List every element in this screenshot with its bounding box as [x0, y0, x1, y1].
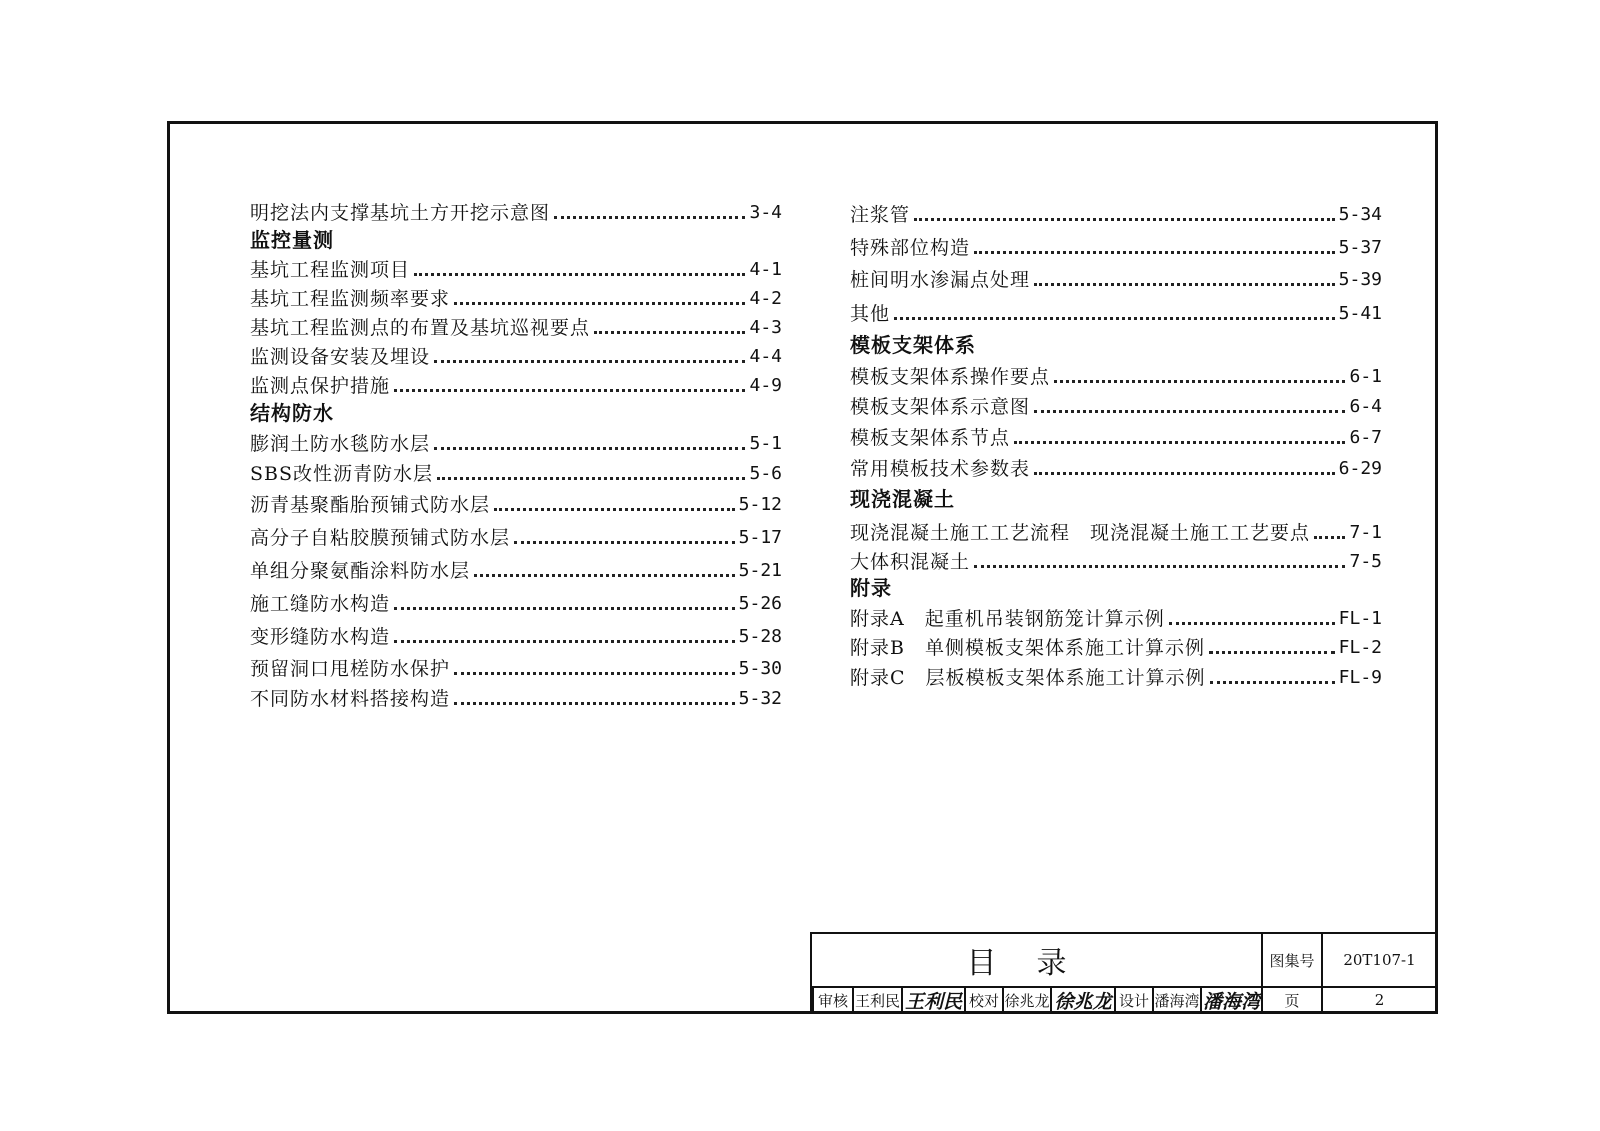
toc-entry-title: 明挖法内支撑基坑土方开挖示意图 [250, 202, 551, 224]
toc-entry-page: 5-30 [738, 658, 782, 679]
toc-entry-page: 5-17 [738, 527, 782, 548]
toc-entry[interactable] [250, 622, 782, 650]
toc-entry[interactable] [850, 392, 1382, 420]
toc-entry-page: 5-28 [738, 626, 782, 647]
designer-name: 潘海湾 [1154, 991, 1200, 1010]
toc-entry-page: 6-29 [1338, 458, 1382, 479]
toc-section-heading: 模板支架体系 [850, 333, 976, 357]
atlas-number: 20T107-1 [1343, 951, 1416, 969]
toc-entry-page: 4-4 [749, 346, 782, 367]
toc-dot-leader [454, 302, 745, 305]
toc-entry-title: 不同防水材料搭接构造 [250, 688, 451, 710]
toc-entry-title: 模板支架体系操作要点 [850, 366, 1051, 388]
toc-dot-leader [437, 477, 745, 480]
toc-entry[interactable] [250, 589, 782, 617]
toc-entry-title: 施工缝防水构造 [250, 593, 391, 615]
toc-dot-leader [594, 331, 745, 334]
toc-dot-leader [1034, 472, 1335, 475]
toc-entry-title: 模板支架体系节点 [850, 427, 1011, 449]
toc-dot-leader [894, 317, 1335, 320]
toc-entry-title: 现浇混凝土施工工艺流程 现浇混凝土施工工艺要点 [850, 522, 1311, 544]
reviewer-name: 王利民 [854, 991, 900, 1010]
toc-entry-page: 4-3 [749, 317, 782, 338]
toc-dot-leader [1014, 441, 1345, 444]
check-label: 校对 [968, 991, 999, 1010]
review-label: 审核 [817, 991, 848, 1010]
toc-dot-leader [554, 216, 745, 219]
toc-entry-title: 高分子自粘胶膜预铺式防水层 [250, 527, 511, 549]
toc-dot-leader [974, 565, 1345, 568]
toc-entry[interactable] [850, 454, 1382, 482]
toc-entry[interactable] [250, 255, 782, 283]
toc-entry-title: 变形缝防水构造 [250, 626, 391, 648]
toc-dot-leader [1034, 283, 1335, 286]
toc-entry[interactable] [250, 556, 782, 584]
toc-entry-page: 5-41 [1338, 303, 1382, 324]
toc-entry-page: 7-5 [1349, 551, 1382, 572]
toc-section-heading: 监控量测 [250, 228, 334, 252]
toc-dot-leader [1209, 651, 1335, 654]
toc-entry-title: 模板支架体系示意图 [850, 396, 1031, 418]
toc-entry-page: 5-32 [738, 688, 782, 709]
toc-section-heading: 结构防水 [250, 401, 334, 425]
toc-entry[interactable] [850, 518, 1382, 546]
toc-entry[interactable] [850, 299, 1382, 327]
toc-entry-title: 单组分聚氨酯涂料防水层 [250, 560, 471, 582]
toc-entry-title: 预留洞口甩槎防水保护 [250, 658, 451, 680]
design-label: 设计 [1118, 991, 1149, 1010]
toc-dot-leader [394, 607, 735, 610]
page-label: 页 [1284, 991, 1300, 1010]
toc-entry[interactable] [250, 313, 782, 341]
title-block [810, 932, 1438, 1014]
page-number: 2 [1374, 991, 1385, 1009]
toc-entry-page: 4-2 [749, 288, 782, 309]
toc-entry[interactable] [250, 490, 782, 518]
toc-entry-title: 其他 [850, 303, 891, 325]
toc-entry-title: 特殊部位构造 [850, 237, 971, 259]
toc-entry[interactable] [850, 265, 1382, 293]
toc-entry-page: 5-6 [749, 463, 782, 484]
toc-entry-page: 6-7 [1349, 427, 1382, 448]
toc-dot-leader [394, 640, 735, 643]
toc-entry-page: 3-4 [749, 202, 782, 223]
toc-entry-page: 4-1 [749, 259, 782, 280]
toc-entry-title: 常用模板技术参数表 [850, 458, 1031, 480]
toc-entry-title: 大体积混凝土 [850, 551, 971, 573]
document-title: 目录 [966, 946, 1107, 981]
designer-signature: 潘海湾 [1202, 990, 1260, 1013]
toc-entry-page: 5-39 [1338, 269, 1382, 290]
toc-dot-leader [914, 218, 1335, 221]
toc-entry[interactable] [850, 423, 1382, 451]
toc-dot-leader [514, 541, 735, 544]
toc-entry-page: 5-21 [738, 560, 782, 581]
checker-signature: 徐兆龙 [1054, 990, 1112, 1013]
toc-entry-page: FL-1 [1338, 608, 1382, 629]
toc-dot-leader [454, 702, 735, 705]
toc-entry-page: 5-1 [749, 433, 782, 454]
toc-entry-page: 4-9 [749, 375, 782, 396]
toc-dot-leader [1210, 681, 1335, 684]
toc-dot-leader [1169, 622, 1335, 625]
toc-entry-title: 监测点保护措施 [250, 375, 391, 397]
toc-entry[interactable] [250, 429, 782, 457]
toc-entry-title: 附录C 层板模板支架体系施工计算示例 [850, 667, 1206, 689]
toc-entry-page: FL-9 [1338, 667, 1382, 688]
toc-dot-leader [1054, 380, 1345, 383]
toc-entry-title: 注浆管 [850, 204, 911, 226]
toc-dot-leader [414, 273, 745, 276]
toc-entry-title: 基坑工程监测项目 [250, 259, 411, 281]
toc-entry[interactable] [250, 684, 782, 712]
toc-entry-title: 附录B 单侧模板支架体系施工计算示例 [850, 637, 1205, 659]
toc-entry-page: FL-2 [1338, 637, 1382, 658]
toc-dot-leader [1314, 536, 1345, 539]
toc-dot-leader [974, 251, 1335, 254]
toc-entry[interactable] [850, 547, 1382, 575]
toc-entry[interactable] [850, 233, 1382, 261]
toc-entry-page: 7-1 [1349, 522, 1382, 543]
toc-entry[interactable] [250, 459, 782, 487]
toc-entry[interactable] [250, 284, 782, 312]
toc-entry-page: 5-37 [1338, 237, 1382, 258]
atlas-label: 图集号 [1269, 951, 1315, 970]
toc-section-heading: 附录 [850, 576, 892, 600]
checker-name: 徐兆龙 [1004, 991, 1050, 1010]
toc-entry[interactable] [250, 198, 782, 226]
toc-entry[interactable] [250, 654, 782, 682]
toc-dot-leader [494, 508, 735, 511]
toc-entry[interactable] [850, 663, 1382, 691]
toc-entry[interactable] [850, 200, 1382, 228]
toc-entry-page: 5-34 [1338, 204, 1382, 225]
toc-entry-page: 6-1 [1349, 366, 1382, 387]
toc-entry-title: SBS改性沥青防水层 [250, 463, 433, 485]
toc-entry-title: 监测设备安装及埋设 [250, 346, 431, 368]
toc-dot-leader [394, 389, 745, 392]
toc-entry-page: 6-4 [1349, 396, 1382, 417]
toc-dot-leader [434, 360, 745, 363]
toc-dot-leader [1034, 410, 1345, 413]
toc-entry[interactable] [250, 523, 782, 551]
toc-entry-page: 5-26 [738, 593, 782, 614]
toc-entry-title: 膨润土防水毯防水层 [250, 433, 431, 455]
toc-dot-leader [434, 447, 745, 450]
toc-entry-title: 附录A 起重机吊装钢筋笼计算示例 [850, 608, 1165, 630]
reviewer-signature: 王利民 [904, 990, 962, 1013]
toc-entry-title: 桩间明水渗漏点处理 [850, 269, 1031, 291]
toc-entry-title: 基坑工程监测频率要求 [250, 288, 451, 310]
toc-entry-title: 沥青基聚酯胎预铺式防水层 [250, 494, 491, 516]
toc-dot-leader [474, 574, 735, 577]
toc-entry[interactable] [850, 604, 1382, 632]
toc-entry-page: 5-12 [738, 494, 782, 515]
toc-entry[interactable] [850, 362, 1382, 390]
toc-entry-title: 基坑工程监测点的布置及基坑巡视要点 [250, 317, 591, 339]
toc-section-heading: 现浇混凝土 [850, 487, 955, 511]
toc-dot-leader [454, 672, 735, 675]
toc-entry[interactable] [250, 371, 782, 399]
toc-entry[interactable] [250, 342, 782, 370]
toc-entry[interactable] [850, 633, 1382, 661]
